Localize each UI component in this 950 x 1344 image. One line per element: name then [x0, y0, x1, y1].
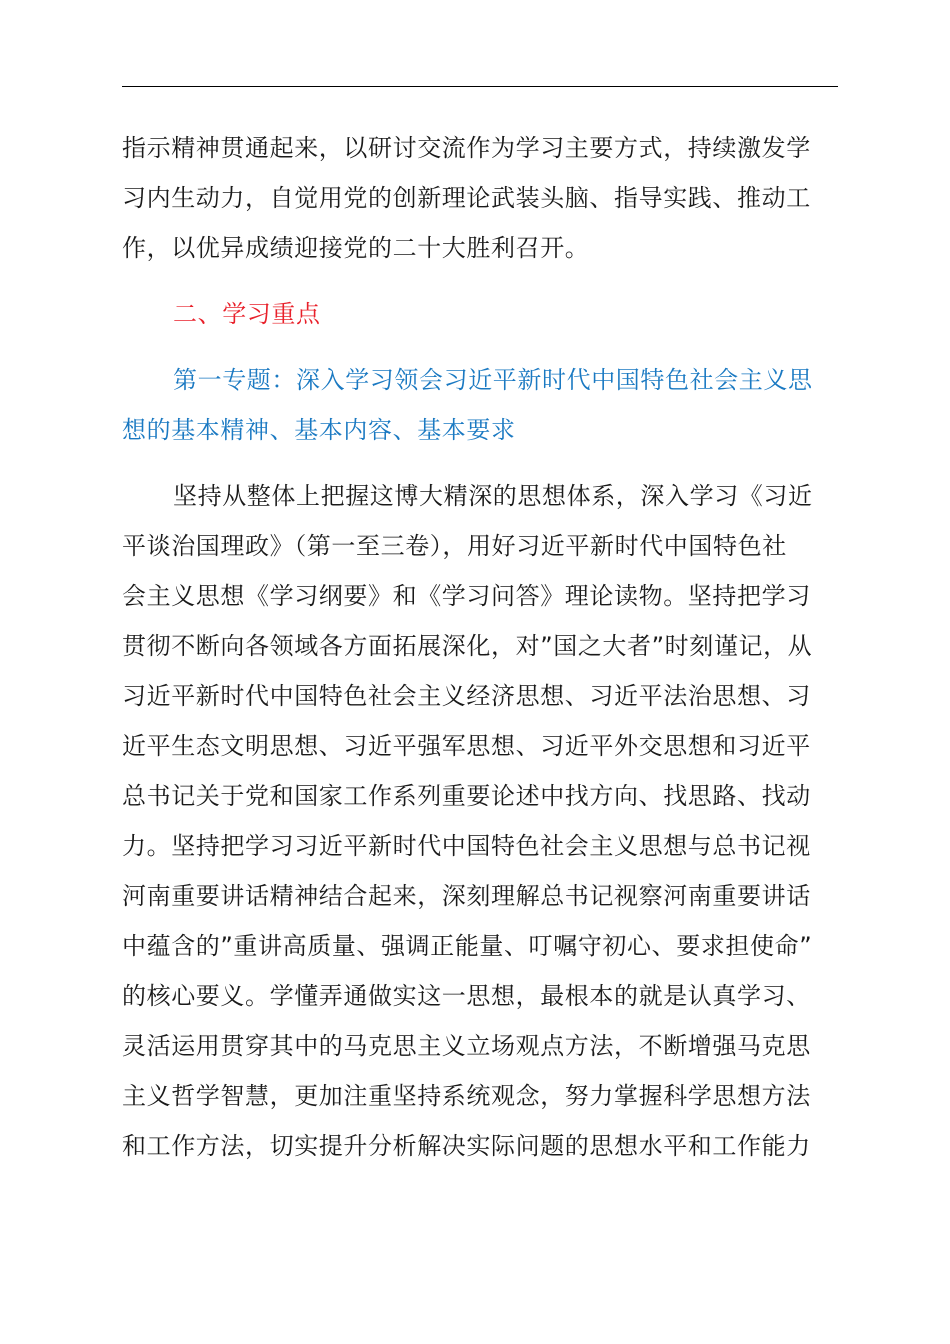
- body-line-8: 力。坚持把学习习近平新时代中国特色社会主义思想与总书记视: [122, 832, 811, 860]
- section-heading: 二、学习重点: [173, 300, 321, 328]
- body-line-11: 的核心要义。学懂弄通做实这一思想，最根本的就是认真学习、: [122, 982, 811, 1010]
- body-line-9: 河南重要讲话精神结合起来，深刻理解总书记视察河南重要讲话: [122, 882, 811, 910]
- body-line-13: 主义哲学智慧，更加注重坚持系统观念，努力掌握科学思想方法: [122, 1082, 811, 1110]
- body-line-3: 会主义思想《学习纲要》和《学习问答》理论读物。坚持把学习: [122, 582, 811, 610]
- body-line-12: 灵活运用贯穿其中的马克思主义立场观点方法，不断增强马克思: [122, 1032, 811, 1060]
- body-line-6: 近平生态文明思想、习近平强军思想、习近平外交思想和习近平: [122, 732, 811, 760]
- body-line-14: 和工作方法，切实提升分析解决实际问题的思想水平和工作能力: [122, 1132, 811, 1160]
- topic-heading-line-1: 第一专题：深入学习领会习近平新时代中国特色社会主义思: [173, 366, 813, 394]
- intro-line-2: 习内生动力，自觉用党的创新理论武装头脑、指导实践、推动工: [122, 184, 811, 212]
- body-line-1: 坚持从整体上把握这博大精深的思想体系，深入学习《习近: [173, 482, 813, 510]
- intro-line-3: 作，以优异成绩迎接党的二十大胜利召开。: [122, 234, 590, 262]
- body-line-4: 贯彻不断向各领域各方面拓展深化，对”国之大者”时刻谨记，从: [122, 632, 813, 660]
- body-line-7: 总书记关于党和国家工作系列重要论述中找方向、找思路、找动: [122, 782, 811, 810]
- body-line-2: 平谈治国理政》（第一至三卷），用好习近平新时代中国特色社: [122, 532, 787, 560]
- topic-heading-line-2: 想的基本精神、基本内容、基本要求: [122, 416, 516, 444]
- body-line-5: 习近平新时代中国特色社会主义经济思想、习近平法治思想、习: [122, 682, 811, 710]
- intro-line-1: 指示精神贯通起来，以研讨交流作为学习主要方式，持续激发学: [122, 134, 811, 162]
- header-rule: [122, 86, 838, 87]
- body-line-10: 中蕴含的”重讲高质量、强调正能量、叮嘱守初心、要求担使命”: [122, 932, 813, 960]
